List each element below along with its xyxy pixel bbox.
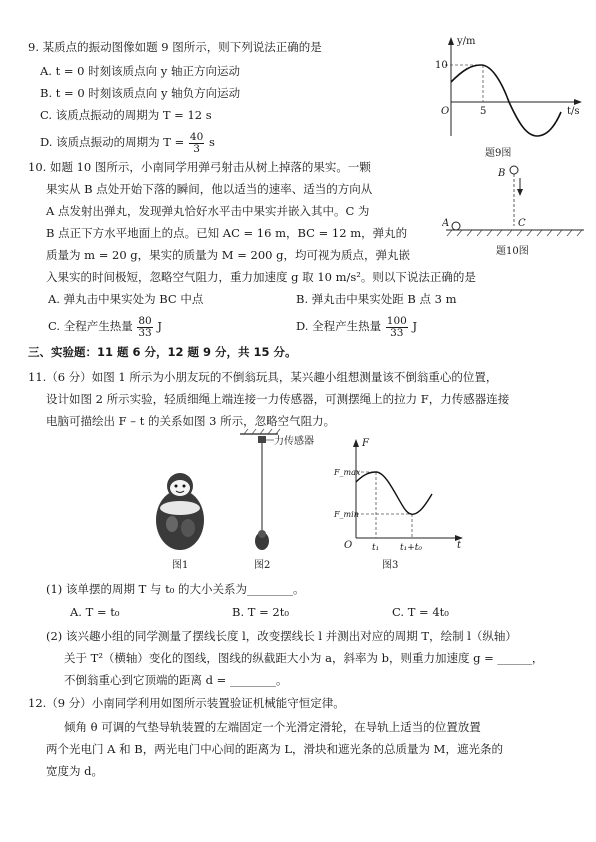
q11-sub-2-line-2: 关于 T²（横轴）变化的图线，图线的纵截距大小为 a，斜率为 b，则重力加速度 g = ______，	[64, 651, 544, 665]
q10-option-d[interactable]: D. 全程产生热量 $\frac{100}{33}$ J	[296, 314, 418, 339]
q10-line-3: A 点发射出弹丸，发现弹丸恰好水平击中果实并嵌入其中。C 为	[46, 204, 370, 218]
q11-sub-2-line-1: (2) 该兴趣小组的同学测量了摆线长度 l，改变摆线长 l 并测出对应的周期 T，绘制 l（纵轴）	[46, 629, 517, 643]
q10-option-b[interactable]: B. 弹丸击中果实处距 B 点 3 m	[296, 292, 457, 306]
q11-sub-1-option-b[interactable]: B. T = 2t₀	[232, 605, 289, 619]
q10-point-b: B	[498, 168, 506, 179]
q9-option-c[interactable]: C. 该质点振动的周期为 T = 12 s	[40, 108, 212, 122]
section-3-heading: 三、实验题：11 题 6 分，12 题 9 分，共 15 分。	[28, 345, 297, 359]
q9-option-a[interactable]: A. t = 0 时刻该质点向 y 轴正方向运动	[40, 64, 240, 78]
q12-line-1: 12.（9 分）小南同学利用如图所示装置验证机械能守恒定律。	[28, 696, 345, 710]
q11-sub-1: (1) 该单摆的周期 T 与 t₀ 的大小关系为________。	[46, 582, 305, 596]
q12-line-4: 宽度为 d。	[46, 764, 104, 778]
q10-point-a: A	[442, 218, 450, 229]
q9-stem: 9. 某质点的振动图像如题 9 图所示，则下列说法正确的是	[28, 40, 322, 54]
q12-line-2: 倾角 θ 可调的气垫导轨装置的左端固定一个光滑定滑轮，在导轨上适当的位置放置	[64, 720, 481, 734]
q11-fig3-fmin: F_min	[334, 510, 359, 519]
q10-option-c-fraction: $\frac{80}{33}$	[138, 314, 152, 339]
q11-fig1-caption: 图1	[172, 560, 189, 571]
q11-figure-3	[332, 434, 472, 574]
q12-line-3: 两个光电门 A 和 B，两光电门中心间的距离为 L，滑块和遮光条的总质量为 M，遮光条的	[46, 742, 503, 756]
q11-fig3-axis-t: t	[457, 540, 462, 551]
q11-fig3-caption: 图3	[382, 560, 399, 571]
q10-point-c: C	[518, 218, 526, 229]
q10-figure	[442, 160, 592, 260]
q10-line-1: 10. 如题 10 图所示，小南同学用弹弓射击从树上掉落的果实。一颗	[28, 160, 371, 174]
q9-tick-5: 5	[480, 106, 487, 117]
q10-caption: 题10图	[496, 246, 529, 257]
q9-caption: 题9图	[485, 148, 512, 159]
q9-figure	[425, 32, 590, 162]
q11-fig3-t1: t₁	[372, 543, 380, 553]
q11-fig3-axis-f: F	[362, 438, 369, 449]
q11-sub-2-line-3: 不倒翁重心到它顶端的距离 d = ________。	[64, 673, 288, 687]
q10-line-5: 质量为 m = 20 g，果实的质量为 M = 200 g，均可视为质点，弹丸嵌	[46, 248, 410, 262]
q11-sensor-label: 力传感器	[274, 436, 314, 447]
q11-fig3-t1t0: t₁+t₀	[400, 543, 422, 553]
q10-option-c[interactable]: C. 全程产生热量 $\frac{80}{33}$ J	[48, 314, 163, 339]
q11-sub-1-option-a[interactable]: A. T = t₀	[70, 605, 120, 619]
q10-line-4: B 点正下方水平地面上的点。已知 AC = 16 m，BC = 12 m，弹丸的	[46, 226, 408, 240]
q9-option-d[interactable]: D. 该质点振动的周期为 T = $\frac{40}{3}$ s	[40, 130, 215, 155]
q10-line-6: 入果实的时间极短，忽略空气阻力，重力加速度 g 取 10 m/s²。则以下说法正确的是	[46, 270, 476, 284]
q10-option-a[interactable]: A. 弹丸击中果实处为 BC 中点	[48, 292, 204, 306]
q11-fig3-fmax: F_max	[334, 468, 361, 477]
q11-fig2-caption: 图2	[254, 560, 271, 571]
q9-option-b[interactable]: B. t = 0 时刻该质点向 y 轴负方向运动	[40, 86, 241, 100]
q11-line-2: 设计如图 2 所示实验，轻质细绳上端连接一力传感器，可测摆绳上的拉力 F，力传感器连接	[46, 392, 510, 406]
q11-sub-1-option-c[interactable]: C. T = 4t₀	[392, 605, 449, 619]
q11-fig3-origin: O	[344, 540, 353, 551]
q10-line-2: 果实从 B 点处开始下落的瞬间，他以适当的速率、适当的方向从	[46, 182, 373, 196]
q11-figure-2	[238, 428, 328, 574]
q9-option-d-fraction: $\frac{40}{3}$	[189, 130, 204, 155]
q11-line-1: 11.（6 分）如图 1 所示为小朋友玩的不倒翁玩具，某兴趣小组想测量该不倒翁重心的位置，	[28, 370, 498, 384]
q9-tick-10: 10	[435, 60, 448, 71]
q11-figure-1	[150, 462, 210, 572]
q11-line-3: 电脑可描绘出 F – t 的关系如图 3 所示，忽略空气阻力。	[46, 414, 336, 428]
q9-origin: O	[441, 106, 450, 117]
q9-ylabel: y/m	[457, 36, 476, 47]
q9-xlabel: t/s	[567, 106, 580, 117]
q9-option-d-text: D. 该质点振动的周期为 T =	[40, 135, 185, 149]
q10-option-d-fraction: $\frac{100}{33}$	[386, 314, 407, 339]
